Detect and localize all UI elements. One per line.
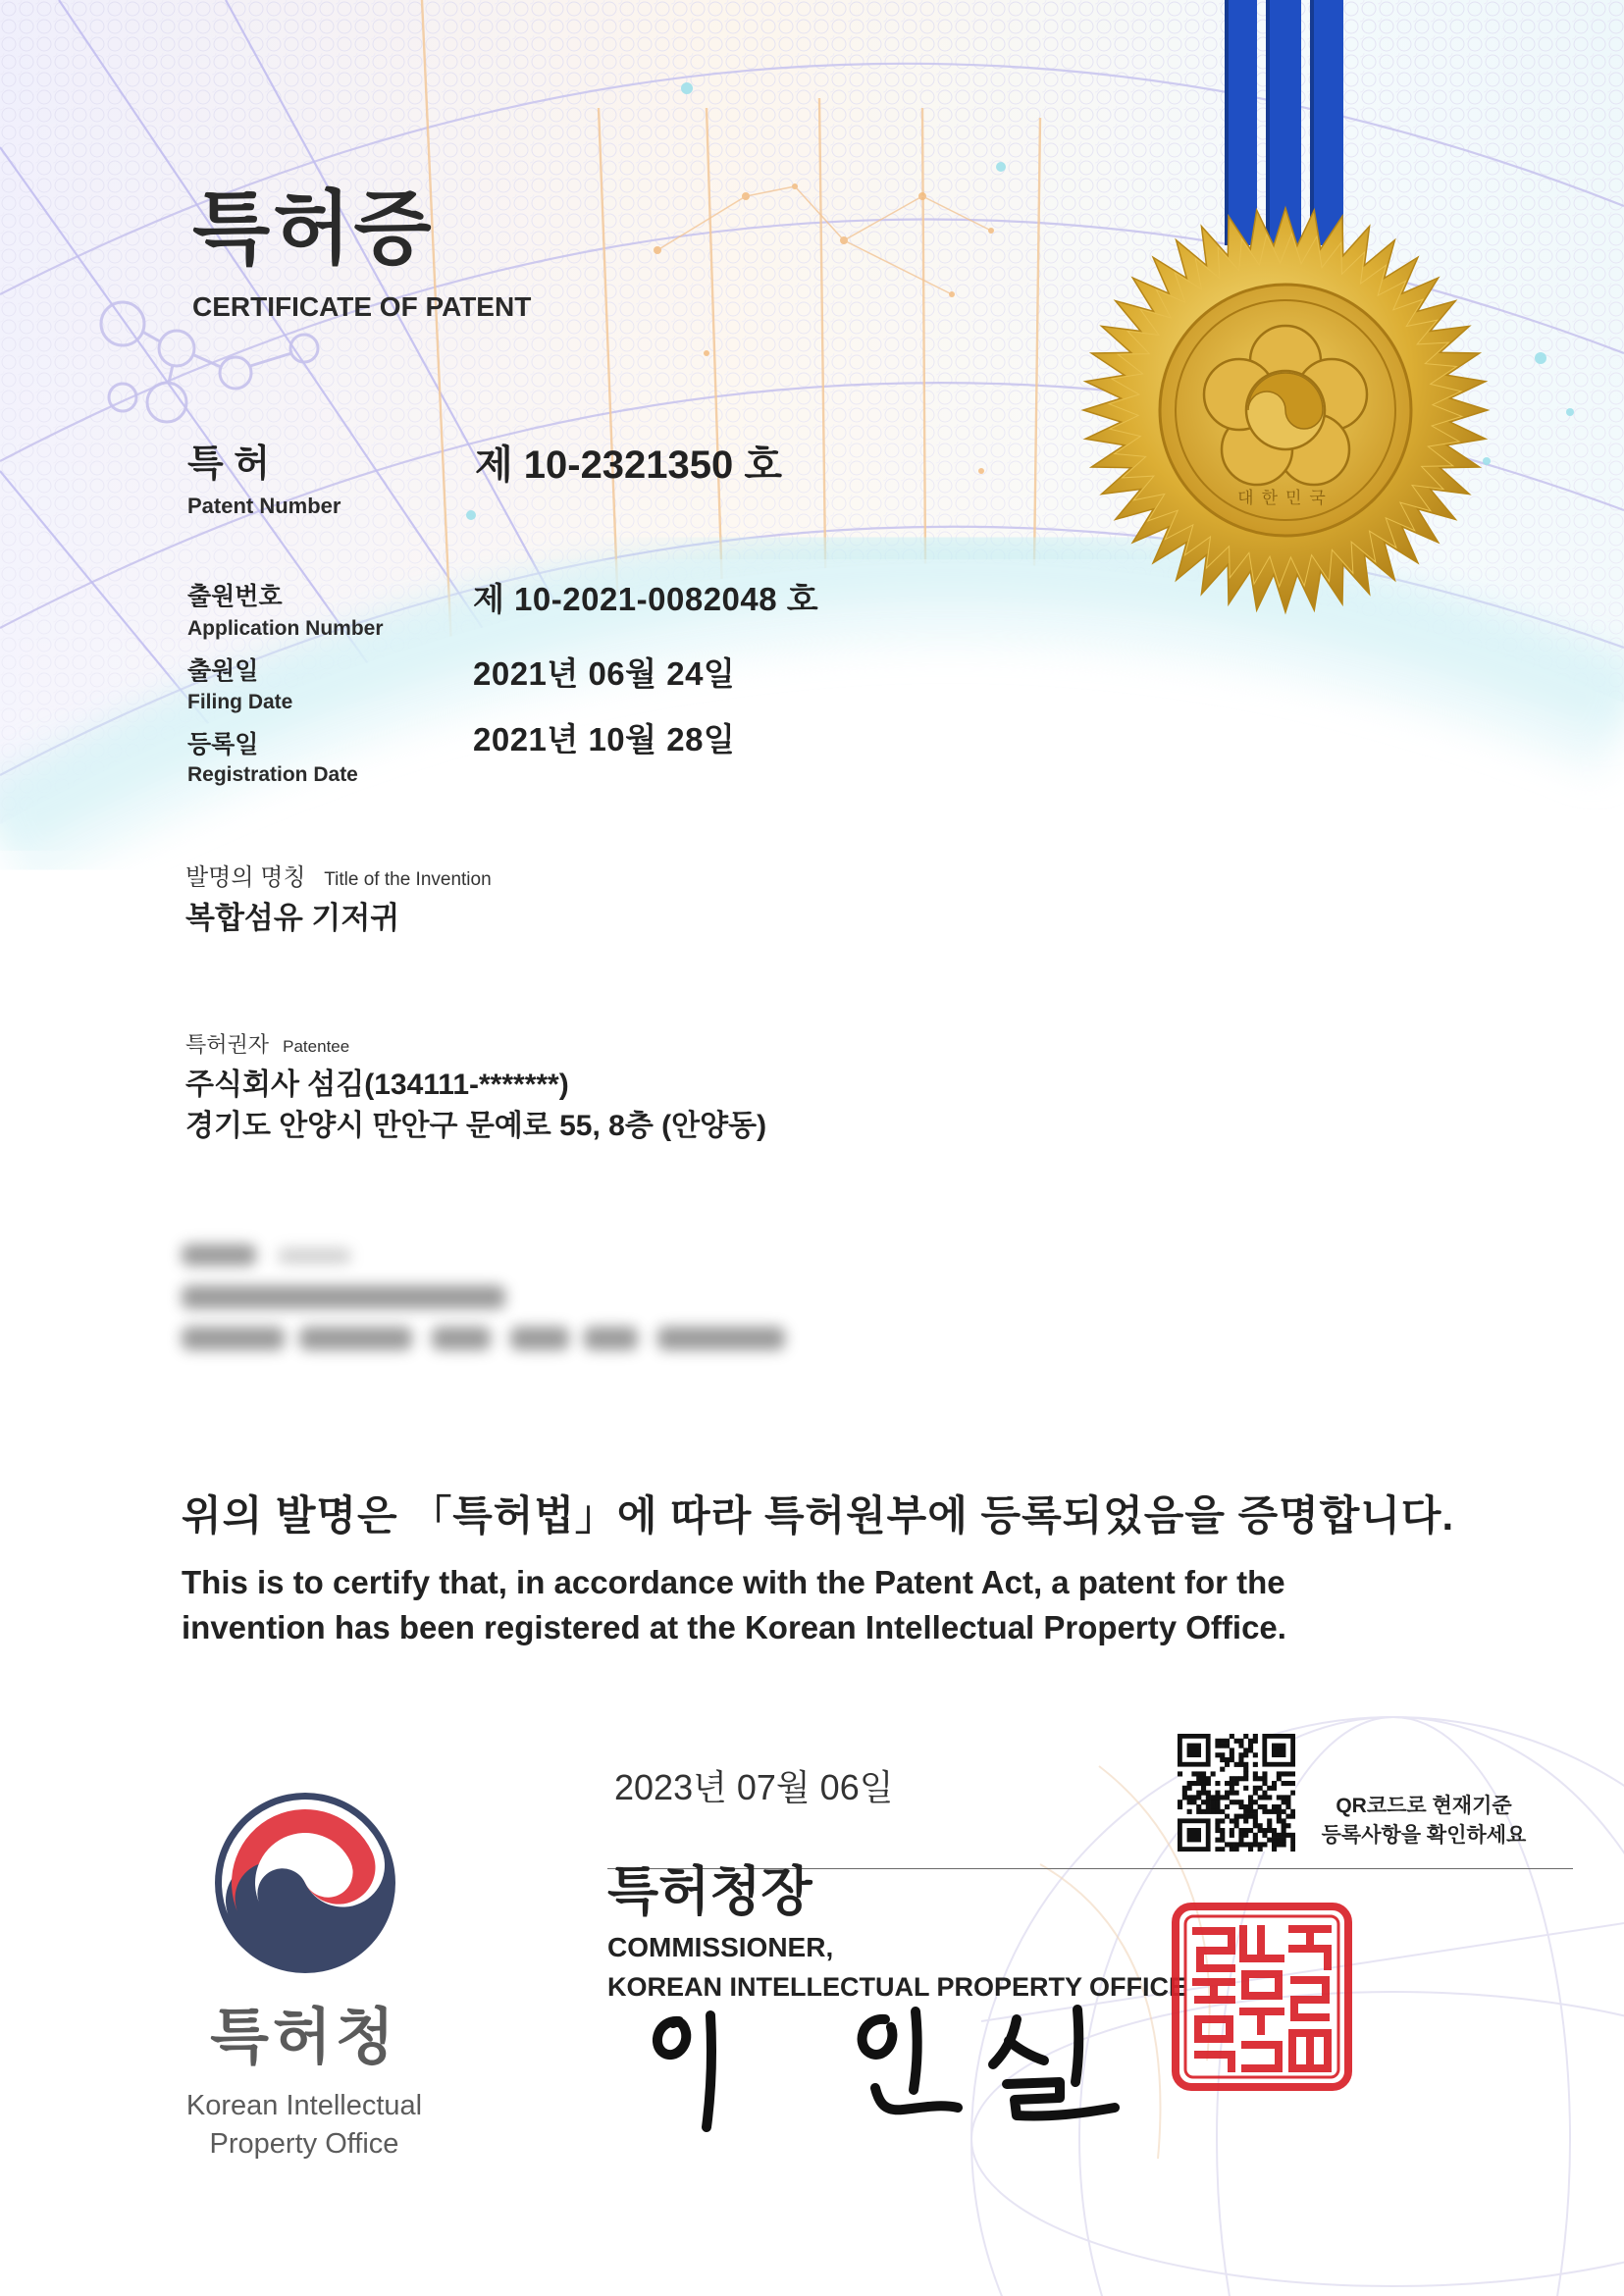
qr-module <box>1230 1828 1234 1833</box>
qr-module <box>1277 1795 1282 1800</box>
qr-module <box>1196 1795 1201 1800</box>
qr-module <box>1262 1791 1267 1796</box>
red-seal-stamp <box>1171 1902 1353 2092</box>
qr-module <box>1285 1814 1290 1819</box>
qr-module <box>1215 1809 1220 1814</box>
qr-module <box>1277 1842 1282 1847</box>
signatory-title-en-line2: KOREAN INTELLECTUAL PROPERTY OFFICE <box>607 1972 1187 2002</box>
qr-module <box>1248 1744 1253 1748</box>
qr-module <box>1234 1818 1239 1823</box>
invention-label-ko: 발명의 명칭 <box>185 864 306 891</box>
qr-module <box>1282 1771 1286 1776</box>
qr-module <box>1285 1795 1290 1800</box>
gold-seal-icon <box>1079 204 1492 616</box>
qr-module <box>1238 1762 1243 1767</box>
qr-module <box>1262 1809 1267 1814</box>
qr-module <box>1196 1781 1201 1786</box>
qr-module <box>1230 1800 1234 1804</box>
qr-module <box>1196 1771 1201 1776</box>
qr-module <box>1201 1771 1206 1776</box>
qr-module <box>1215 1752 1220 1757</box>
office-name-ko: 특허청 <box>210 2004 398 2071</box>
qr-module <box>1253 1762 1258 1767</box>
qr-module <box>1178 1771 1182 1776</box>
qr-module <box>1243 1767 1248 1772</box>
qr-module <box>1272 1833 1277 1838</box>
qr-module <box>1215 1818 1220 1823</box>
patentee-address: 경기도 안양시 만안구 문예로 55, 8층 (안양동) <box>185 1110 767 1142</box>
qr-module <box>1234 1847 1239 1852</box>
qr-module <box>1253 1752 1258 1757</box>
qr-module <box>1277 1771 1282 1776</box>
qr-module <box>1238 1776 1243 1781</box>
qr-module <box>1238 1814 1243 1819</box>
qr-module <box>1238 1744 1243 1748</box>
qr-module <box>1220 1838 1225 1843</box>
qr-module <box>1234 1762 1239 1767</box>
qr-module <box>1182 1786 1187 1791</box>
qr-module <box>1272 1804 1277 1809</box>
qr-module <box>1211 1795 1216 1800</box>
qr-module <box>1258 1776 1263 1781</box>
office-name-en-line2: Property Office <box>209 2128 399 2160</box>
qr-module <box>1220 1795 1225 1800</box>
qr-module <box>1234 1842 1239 1847</box>
qr-module <box>1220 1739 1225 1744</box>
qr-module <box>1248 1800 1253 1804</box>
filing-date-label-ko: 출원일 <box>187 657 259 685</box>
registration-date-label-ko: 등록일 <box>187 731 259 758</box>
qr-module <box>1243 1818 1248 1823</box>
filing-date-value: 2021년 06월 24일 <box>473 655 736 692</box>
application-number-value: 제 10-2021-0082048 호 <box>473 581 819 617</box>
qr-module <box>1215 1804 1220 1809</box>
qr-module <box>1215 1823 1220 1828</box>
qr-module <box>1182 1795 1187 1800</box>
qr-module <box>1267 1795 1272 1800</box>
qr-module <box>1243 1842 1248 1847</box>
qr-module <box>1230 1776 1234 1781</box>
qr-module <box>1277 1833 1282 1838</box>
application-number-label-en: Application Number <box>187 617 384 640</box>
qr-module <box>1285 1771 1290 1776</box>
qr-module <box>1225 1795 1230 1800</box>
qr-module <box>1206 1781 1211 1786</box>
qr-module <box>1253 1818 1258 1823</box>
qr-module <box>1282 1795 1286 1800</box>
qr-module <box>1206 1776 1211 1781</box>
qr-module <box>1248 1828 1253 1833</box>
qr-module <box>1290 1771 1295 1776</box>
qr-module <box>1225 1757 1230 1762</box>
office-name-en-line1: Korean Intellectual <box>185 2090 423 2121</box>
qr-module <box>1230 1786 1234 1791</box>
qr-module <box>1220 1757 1225 1762</box>
qr-module <box>1230 1748 1234 1752</box>
qr-module <box>1220 1828 1225 1833</box>
qr-module <box>1272 1781 1277 1786</box>
qr-module <box>1220 1847 1225 1852</box>
qr-module <box>1230 1818 1234 1823</box>
qr-module <box>1267 1828 1272 1833</box>
qr-caption-line1: QR코드로 현재기준 <box>1336 1795 1512 1817</box>
qr-module <box>1258 1804 1263 1809</box>
qr-module <box>1253 1734 1258 1739</box>
qr-module <box>1253 1776 1258 1781</box>
qr-module <box>1258 1786 1263 1791</box>
qr-module <box>1248 1814 1253 1819</box>
qr-module <box>1267 1818 1272 1823</box>
qr-module <box>1258 1842 1263 1847</box>
qr-module <box>1277 1804 1282 1809</box>
qr-module <box>1253 1814 1258 1819</box>
qr-module <box>1225 1739 1230 1744</box>
qr-module <box>1201 1781 1206 1786</box>
qr-module <box>1282 1809 1286 1814</box>
qr-module <box>1253 1842 1258 1847</box>
qr-module <box>1282 1833 1286 1838</box>
qr-module <box>1187 1744 1201 1757</box>
signature <box>628 2002 1138 2139</box>
qr-module <box>1243 1833 1248 1838</box>
qr-module <box>1253 1809 1258 1814</box>
qr-module <box>1191 1771 1196 1776</box>
qr-module <box>1248 1847 1253 1852</box>
qr-module <box>1267 1823 1272 1828</box>
qr-module <box>1187 1786 1192 1791</box>
qr-module <box>1277 1838 1282 1843</box>
qr-caption <box>1291 1792 1556 1851</box>
qr-module <box>1215 1795 1220 1800</box>
qr-module <box>1238 1752 1243 1757</box>
qr-module <box>1267 1809 1272 1814</box>
qr-module <box>1230 1734 1234 1739</box>
qr-module <box>1262 1828 1267 1833</box>
qr-module <box>1230 1842 1234 1847</box>
qr-module <box>1277 1818 1282 1823</box>
taegeuk-logo-icon <box>212 1790 398 1976</box>
qr-module <box>1225 1791 1230 1796</box>
qr-module <box>1234 1791 1239 1796</box>
qr-module <box>1253 1800 1258 1804</box>
qr-module <box>1234 1814 1239 1819</box>
qr-module <box>1201 1791 1206 1796</box>
certificate-title-ko: 특허증 <box>192 184 435 274</box>
qr-module <box>1243 1809 1248 1814</box>
qr-module <box>1272 1828 1277 1833</box>
qr-module <box>1285 1804 1290 1809</box>
qr-module <box>1196 1809 1201 1814</box>
qr-module <box>1196 1776 1201 1781</box>
qr-module <box>1272 1786 1277 1791</box>
qr-module <box>1191 1781 1196 1786</box>
qr-module <box>1277 1776 1282 1781</box>
certificate-title-en: CERTIFICATE OF PATENT <box>192 291 532 322</box>
qr-module <box>1220 1744 1225 1748</box>
certification-statement-ko: 위의 발명은 「특허법」에 따라 특허원부에 등록되었음을 증명합니다. <box>182 1492 1455 1539</box>
certification-statement-en-line2: invention has been registered at the Korean Intellectual Property Office. <box>182 1609 1286 1645</box>
qr-module <box>1225 1744 1230 1748</box>
qr-module <box>1267 1838 1272 1843</box>
qr-module <box>1243 1748 1248 1752</box>
qr-module <box>1253 1838 1258 1843</box>
signatory-title-en-line1: COMMISSIONER, <box>607 1932 834 1962</box>
qr-module <box>1253 1739 1258 1744</box>
patent-number-label-en: Patent Number <box>187 494 341 518</box>
qr-module <box>1220 1809 1225 1814</box>
qr-module <box>1285 1781 1290 1786</box>
qr-module <box>1272 1847 1277 1852</box>
qr-module <box>1238 1800 1243 1804</box>
qr-module <box>1253 1791 1258 1796</box>
qr-module <box>1211 1804 1216 1809</box>
certification-statement-en-line1: This is to certify that, in accordance with the Patent Act, a patent for the <box>182 1564 1285 1600</box>
qr-module <box>1234 1800 1239 1804</box>
qr-module <box>1258 1847 1263 1852</box>
patentee-label <box>185 1032 349 1057</box>
qr-module <box>1234 1739 1239 1744</box>
gold-seal-text: 대한민국 <box>1237 489 1334 508</box>
qr-module <box>1201 1800 1206 1804</box>
qr-module <box>1178 1804 1182 1809</box>
qr-module <box>1234 1781 1239 1786</box>
qr-module <box>1230 1757 1234 1762</box>
qr-module <box>1191 1795 1196 1800</box>
qr-module <box>1285 1833 1290 1838</box>
qr-module <box>1187 1828 1201 1842</box>
qr-module <box>1243 1752 1248 1757</box>
qr-module <box>1215 1800 1220 1804</box>
invention-title: 복합섬유 기저귀 <box>185 901 400 935</box>
qr-module <box>1196 1804 1201 1809</box>
signatory-title-ko: 특허청장 <box>607 1862 812 1921</box>
qr-module <box>1243 1734 1248 1739</box>
qr-module <box>1243 1828 1248 1833</box>
qr-module <box>1215 1828 1220 1833</box>
qr-module <box>1285 1800 1290 1804</box>
qr-module <box>1272 1809 1277 1814</box>
qr-module <box>1248 1842 1253 1847</box>
qr-module <box>1206 1791 1211 1796</box>
qr-module <box>1262 1795 1267 1800</box>
qr-module <box>1267 1786 1272 1791</box>
patentee-label-ko: 특허권자 <box>185 1032 270 1057</box>
qr-module <box>1187 1809 1192 1814</box>
qr-module <box>1253 1771 1258 1776</box>
qr-module <box>1262 1771 1267 1776</box>
patentee-label-en: Patentee <box>283 1037 350 1056</box>
invention-label-en: Title of the Invention <box>324 869 492 890</box>
qr-module <box>1230 1833 1234 1838</box>
qr-module <box>1230 1752 1234 1757</box>
qr-module <box>1230 1781 1234 1786</box>
qr-module <box>1262 1842 1267 1847</box>
qr-module <box>1277 1809 1282 1814</box>
qr-module <box>1277 1814 1282 1819</box>
qr-module <box>1206 1804 1211 1809</box>
qr-module <box>1191 1800 1196 1804</box>
qr-module <box>1248 1809 1253 1814</box>
qr-module <box>1234 1776 1239 1781</box>
qr-module <box>1230 1791 1234 1796</box>
qr-module <box>1253 1786 1258 1791</box>
qr-module <box>1196 1791 1201 1796</box>
qr-module <box>1282 1818 1286 1823</box>
qr-module <box>1282 1823 1286 1828</box>
qr-module <box>1243 1762 1248 1767</box>
qr-module <box>1220 1752 1225 1757</box>
qr-module <box>1206 1800 1211 1804</box>
qr-module <box>1248 1795 1253 1800</box>
qr-module <box>1225 1842 1230 1847</box>
qr-module <box>1238 1838 1243 1843</box>
qr-module <box>1258 1823 1263 1828</box>
qr-module <box>1238 1739 1243 1744</box>
qr-module <box>1201 1809 1206 1814</box>
registration-date-value: 2021년 10월 28일 <box>473 721 736 757</box>
qr-module <box>1201 1786 1206 1791</box>
qr-module <box>1282 1842 1286 1847</box>
qr-module <box>1211 1809 1216 1814</box>
qr-module <box>1243 1814 1248 1819</box>
qr-module <box>1285 1823 1290 1828</box>
qr-module <box>1234 1823 1239 1828</box>
qr-module <box>1243 1804 1248 1809</box>
qr-module <box>1182 1791 1187 1796</box>
qr-module <box>1225 1781 1230 1786</box>
qr-module <box>1215 1781 1220 1786</box>
qr-module <box>1282 1828 1286 1833</box>
qr-module <box>1225 1814 1230 1819</box>
qr-module <box>1258 1795 1263 1800</box>
qr-module <box>1187 1795 1192 1800</box>
patent-number-value: 제 10-2321350 호 <box>475 444 783 487</box>
qr-module <box>1187 1800 1192 1804</box>
qr-module <box>1282 1781 1286 1786</box>
qr-module <box>1253 1833 1258 1838</box>
qr-module <box>1238 1833 1243 1838</box>
qr-module <box>1206 1795 1211 1800</box>
qr-module <box>1230 1847 1234 1852</box>
qr-module <box>1290 1781 1295 1786</box>
registration-date-label-en: Registration Date <box>187 763 358 786</box>
qr-module <box>1225 1762 1230 1767</box>
qr-module <box>1238 1757 1243 1762</box>
filing-date-label-en: Filing Date <box>187 691 293 713</box>
qr-module <box>1215 1791 1220 1796</box>
qr-module <box>1272 1838 1277 1843</box>
qr-module <box>1215 1739 1220 1744</box>
qr-module <box>1253 1823 1258 1828</box>
issue-date: 2023년 07월 06일 <box>614 1767 894 1807</box>
qr-module <box>1243 1776 1248 1781</box>
qr-module <box>1238 1828 1243 1833</box>
qr-module <box>1215 1838 1220 1843</box>
qr-module <box>1220 1833 1225 1838</box>
qr-module <box>1178 1800 1182 1804</box>
patent-number-label-ko: 특 허 <box>187 444 270 485</box>
qr-module <box>1238 1804 1243 1809</box>
qr-module <box>1282 1800 1286 1804</box>
qr-module <box>1262 1776 1267 1781</box>
qr-module <box>1248 1748 1253 1752</box>
qr-module <box>1211 1771 1216 1776</box>
qr-module <box>1215 1847 1220 1852</box>
qr-module <box>1238 1842 1243 1847</box>
qr-module <box>1206 1809 1211 1814</box>
qr-module <box>1262 1781 1267 1786</box>
qr-module <box>1248 1804 1253 1809</box>
qr-module <box>1258 1828 1263 1833</box>
application-number-label-ko: 출원번호 <box>187 583 283 610</box>
qr-module <box>1243 1771 1248 1776</box>
qr-module <box>1272 1842 1277 1847</box>
qr-module <box>1225 1804 1230 1809</box>
patentee-name: 주식회사 섬김(134111-*******) <box>185 1069 569 1101</box>
qr-code <box>1178 1734 1295 1852</box>
qr-module <box>1248 1739 1253 1744</box>
qr-module <box>1215 1744 1220 1748</box>
qr-module <box>1211 1800 1216 1804</box>
qr-module <box>1262 1804 1267 1809</box>
invention-label <box>185 864 492 892</box>
qr-caption-line2: 등록사항을 확인하세요 <box>1321 1824 1527 1847</box>
qr-module <box>1282 1838 1286 1843</box>
qr-module <box>1262 1833 1267 1838</box>
qr-module <box>1187 1781 1192 1786</box>
qr-module <box>1220 1818 1225 1823</box>
qr-module <box>1243 1786 1248 1791</box>
qr-module <box>1201 1776 1206 1781</box>
qr-module <box>1220 1767 1225 1772</box>
qr-module <box>1272 1744 1285 1757</box>
